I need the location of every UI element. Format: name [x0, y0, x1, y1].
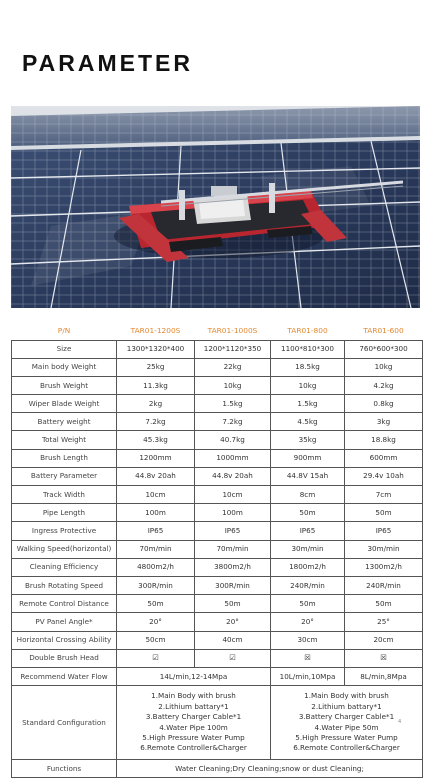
table-row — [12, 395, 423, 413]
table-cell: ☑ — [117, 649, 195, 667]
table-cell: 40.7kg — [195, 431, 271, 449]
table-cell: 29.4v 10ah — [345, 467, 423, 485]
row-label: Brush Weight — [12, 376, 117, 394]
table-cell: 7cm — [345, 486, 423, 504]
table-cell: 100m — [195, 504, 271, 522]
table-cell: 2kg — [117, 395, 195, 413]
table-cell: 30m/min — [271, 540, 345, 558]
header-cell: TAR01-1000S — [207, 326, 258, 336]
row-label: Cleaning Efficiency — [12, 558, 117, 576]
config-item: 5.High Pressure Water Pump — [142, 732, 245, 742]
row-label: Brush Rotating Speed — [12, 576, 117, 594]
table-row — [12, 760, 423, 778]
table-cell: 1300*1320*400 — [117, 340, 195, 358]
table-body — [12, 340, 423, 778]
table-row — [12, 667, 423, 685]
config-item: 1.Main Body with brush — [151, 691, 236, 701]
row-label: Track Width — [12, 486, 117, 504]
header-cell: P/N — [57, 326, 71, 336]
table-cell: 4.2kg — [345, 376, 423, 394]
table-row — [12, 576, 423, 594]
table-row — [12, 449, 423, 467]
table-cell: 1.5kg — [195, 395, 271, 413]
row-label: Double Brush Head — [12, 649, 117, 667]
table-cell: 50m — [117, 595, 195, 613]
table-cell: 44.8v 20ah — [195, 467, 271, 485]
config-item: 4.Water Pipe 100m — [159, 722, 228, 732]
table-cell: ☒ — [271, 649, 345, 667]
table-cell: 25kg — [117, 358, 195, 376]
table-cell: 760*600*300 — [345, 340, 423, 358]
table-cell: 8cm — [271, 486, 345, 504]
table-cell: 300R/min — [117, 576, 195, 594]
row-label: Wiper Blade Weight — [12, 395, 117, 413]
config-cell-large — [117, 686, 271, 760]
table-cell: 18.8kg — [345, 431, 423, 449]
config-item: 6.Remote Controller&Charger — [293, 743, 400, 753]
table-cell: 240R/min — [271, 576, 345, 594]
config-list — [118, 691, 269, 753]
header-cell: TAR01-600 — [363, 326, 404, 336]
config-item: 4.Water Pipe 50m — [314, 722, 379, 732]
table-cell: 50m — [271, 595, 345, 613]
config-item: 2.Lithium battary*1 — [158, 701, 229, 711]
table-cell: 1800m2/h — [271, 558, 345, 576]
table-cell: 30m/min — [345, 540, 423, 558]
table-cell: 240R/min — [345, 576, 423, 594]
row-label: Brush Length — [12, 449, 117, 467]
table-row — [12, 467, 423, 485]
table-cell: 1.5kg — [271, 395, 345, 413]
table-row — [12, 358, 423, 376]
config-item: 2.Lithium battary*1 — [311, 701, 382, 711]
row-label: Battery weight — [12, 413, 117, 431]
table-row — [12, 686, 423, 760]
row-label: Recommend Water Flow — [12, 667, 117, 685]
table-cell: 50m — [195, 595, 271, 613]
table-cell: 1100*810*300 — [271, 340, 345, 358]
table-cell: IP65 — [345, 522, 423, 540]
table-cell: 50cm — [117, 631, 195, 649]
row-label: Battery Parameter — [12, 467, 117, 485]
table-cell: 10cm — [117, 486, 195, 504]
table-cell: 10kg — [195, 376, 271, 394]
table-row — [12, 540, 423, 558]
table-cell: 1200mm — [117, 449, 195, 467]
table-cell: 18.5kg — [271, 358, 345, 376]
table-cell: 1000mm — [195, 449, 271, 467]
table-cell: 50m — [345, 504, 423, 522]
table-row — [12, 595, 423, 613]
table-cell: 11.3kg — [117, 376, 195, 394]
table-cell: 10L/min,10Mpa — [271, 667, 345, 685]
table-cell: 35kg — [271, 431, 345, 449]
table-row — [12, 558, 423, 576]
table-row — [12, 431, 423, 449]
table-cell: 900mm — [271, 449, 345, 467]
table-cell: 1300m2/h — [345, 558, 423, 576]
table-cell: 7.2kg — [117, 413, 195, 431]
header-cell: TAR01-800 — [287, 326, 328, 336]
table-row — [12, 522, 423, 540]
table-cell: 10cm — [195, 486, 271, 504]
table-cell: 14L/min,12-14Mpa — [117, 667, 271, 685]
table-cell: 40cm — [195, 631, 271, 649]
table-row — [12, 486, 423, 504]
header-cell: TAR01-1200S — [130, 326, 181, 336]
table-cell: 600mm — [345, 449, 423, 467]
table-row — [12, 631, 423, 649]
table-cell: IP65 — [271, 522, 345, 540]
table-cell: 70m/min — [195, 540, 271, 558]
table-row — [12, 413, 423, 431]
table-cell: 44.8v 20ah — [117, 467, 195, 485]
table-row — [12, 649, 423, 667]
table-cell: 20° — [271, 613, 345, 631]
config-item: 5.High Pressure Water Pump — [295, 732, 398, 742]
table-cell: IP65 — [195, 522, 271, 540]
table-cell: 8L/min,8Mpa — [345, 667, 423, 685]
row-label: Standard Configuration — [12, 686, 117, 760]
table-cell: 7.2kg — [195, 413, 271, 431]
table-cell: 30cm — [271, 631, 345, 649]
table-cell: 3800m2/h — [195, 558, 271, 576]
table-cell: 44.8V 15ah — [271, 467, 345, 485]
solar-panel-cleaning-robot-photo — [11, 106, 420, 308]
table-cell: 300R/min — [195, 576, 271, 594]
table-cell: 50m — [345, 595, 423, 613]
config-item: 1.Main Body with brush — [304, 691, 389, 701]
table-cell: 20° — [195, 613, 271, 631]
table-row — [12, 504, 423, 522]
row-label: Size — [12, 340, 117, 358]
row-label: Horizontal Crossing Ability — [12, 631, 117, 649]
config-item: 3.Battery Charger Cable*1 — [145, 712, 242, 722]
row-label: Pipe Length — [12, 504, 117, 522]
table-cell: 22kg — [195, 358, 271, 376]
table-header-row — [12, 322, 423, 340]
table-cell: 20cm — [345, 631, 423, 649]
row-label: Functions — [12, 760, 117, 778]
row-label: Main body Weight — [12, 358, 117, 376]
table-row — [12, 376, 423, 394]
table-cell: 4.5kg — [271, 413, 345, 431]
table-cell: 70m/min — [117, 540, 195, 558]
table-cell: 0.8kg — [345, 395, 423, 413]
table-cell: 10kg — [271, 376, 345, 394]
page-number: 4 — [398, 719, 402, 725]
table-cell: 45.3kg — [117, 431, 195, 449]
page-title: PARAMETER — [22, 50, 193, 76]
table-row — [12, 340, 423, 358]
row-label: Ingress Protective — [12, 522, 117, 540]
row-label: Remote Control Distance — [12, 595, 117, 613]
table-cell: 50m — [271, 504, 345, 522]
row-label: PV Panel Angle* — [12, 613, 117, 631]
config-item: 3.Battery Charger Cable*1 — [298, 712, 395, 722]
table-cell: 10kg — [345, 358, 423, 376]
row-label: Total Weight — [12, 431, 117, 449]
parameter-table — [11, 322, 423, 778]
config-item: 6.Remote Controller&Charger — [140, 743, 247, 753]
table-cell: 4800m2/h — [117, 558, 195, 576]
table-cell: 3kg — [345, 413, 423, 431]
table-cell: 100m — [117, 504, 195, 522]
table-cell: 20° — [117, 613, 195, 631]
table-cell: 25° — [345, 613, 423, 631]
table-row — [12, 613, 423, 631]
table-cell: IP65 — [117, 522, 195, 540]
table-cell: ☒ — [345, 649, 423, 667]
table-cell: Water Cleaning;Dry Cleaning;snow or dust Cleaning; — [117, 760, 423, 778]
robot-photo-illustration — [11, 106, 420, 308]
row-label: Walking Speed(horizontal) — [12, 540, 117, 558]
table-cell: 1200*1120*350 — [195, 340, 271, 358]
table-cell: ☑ — [195, 649, 271, 667]
